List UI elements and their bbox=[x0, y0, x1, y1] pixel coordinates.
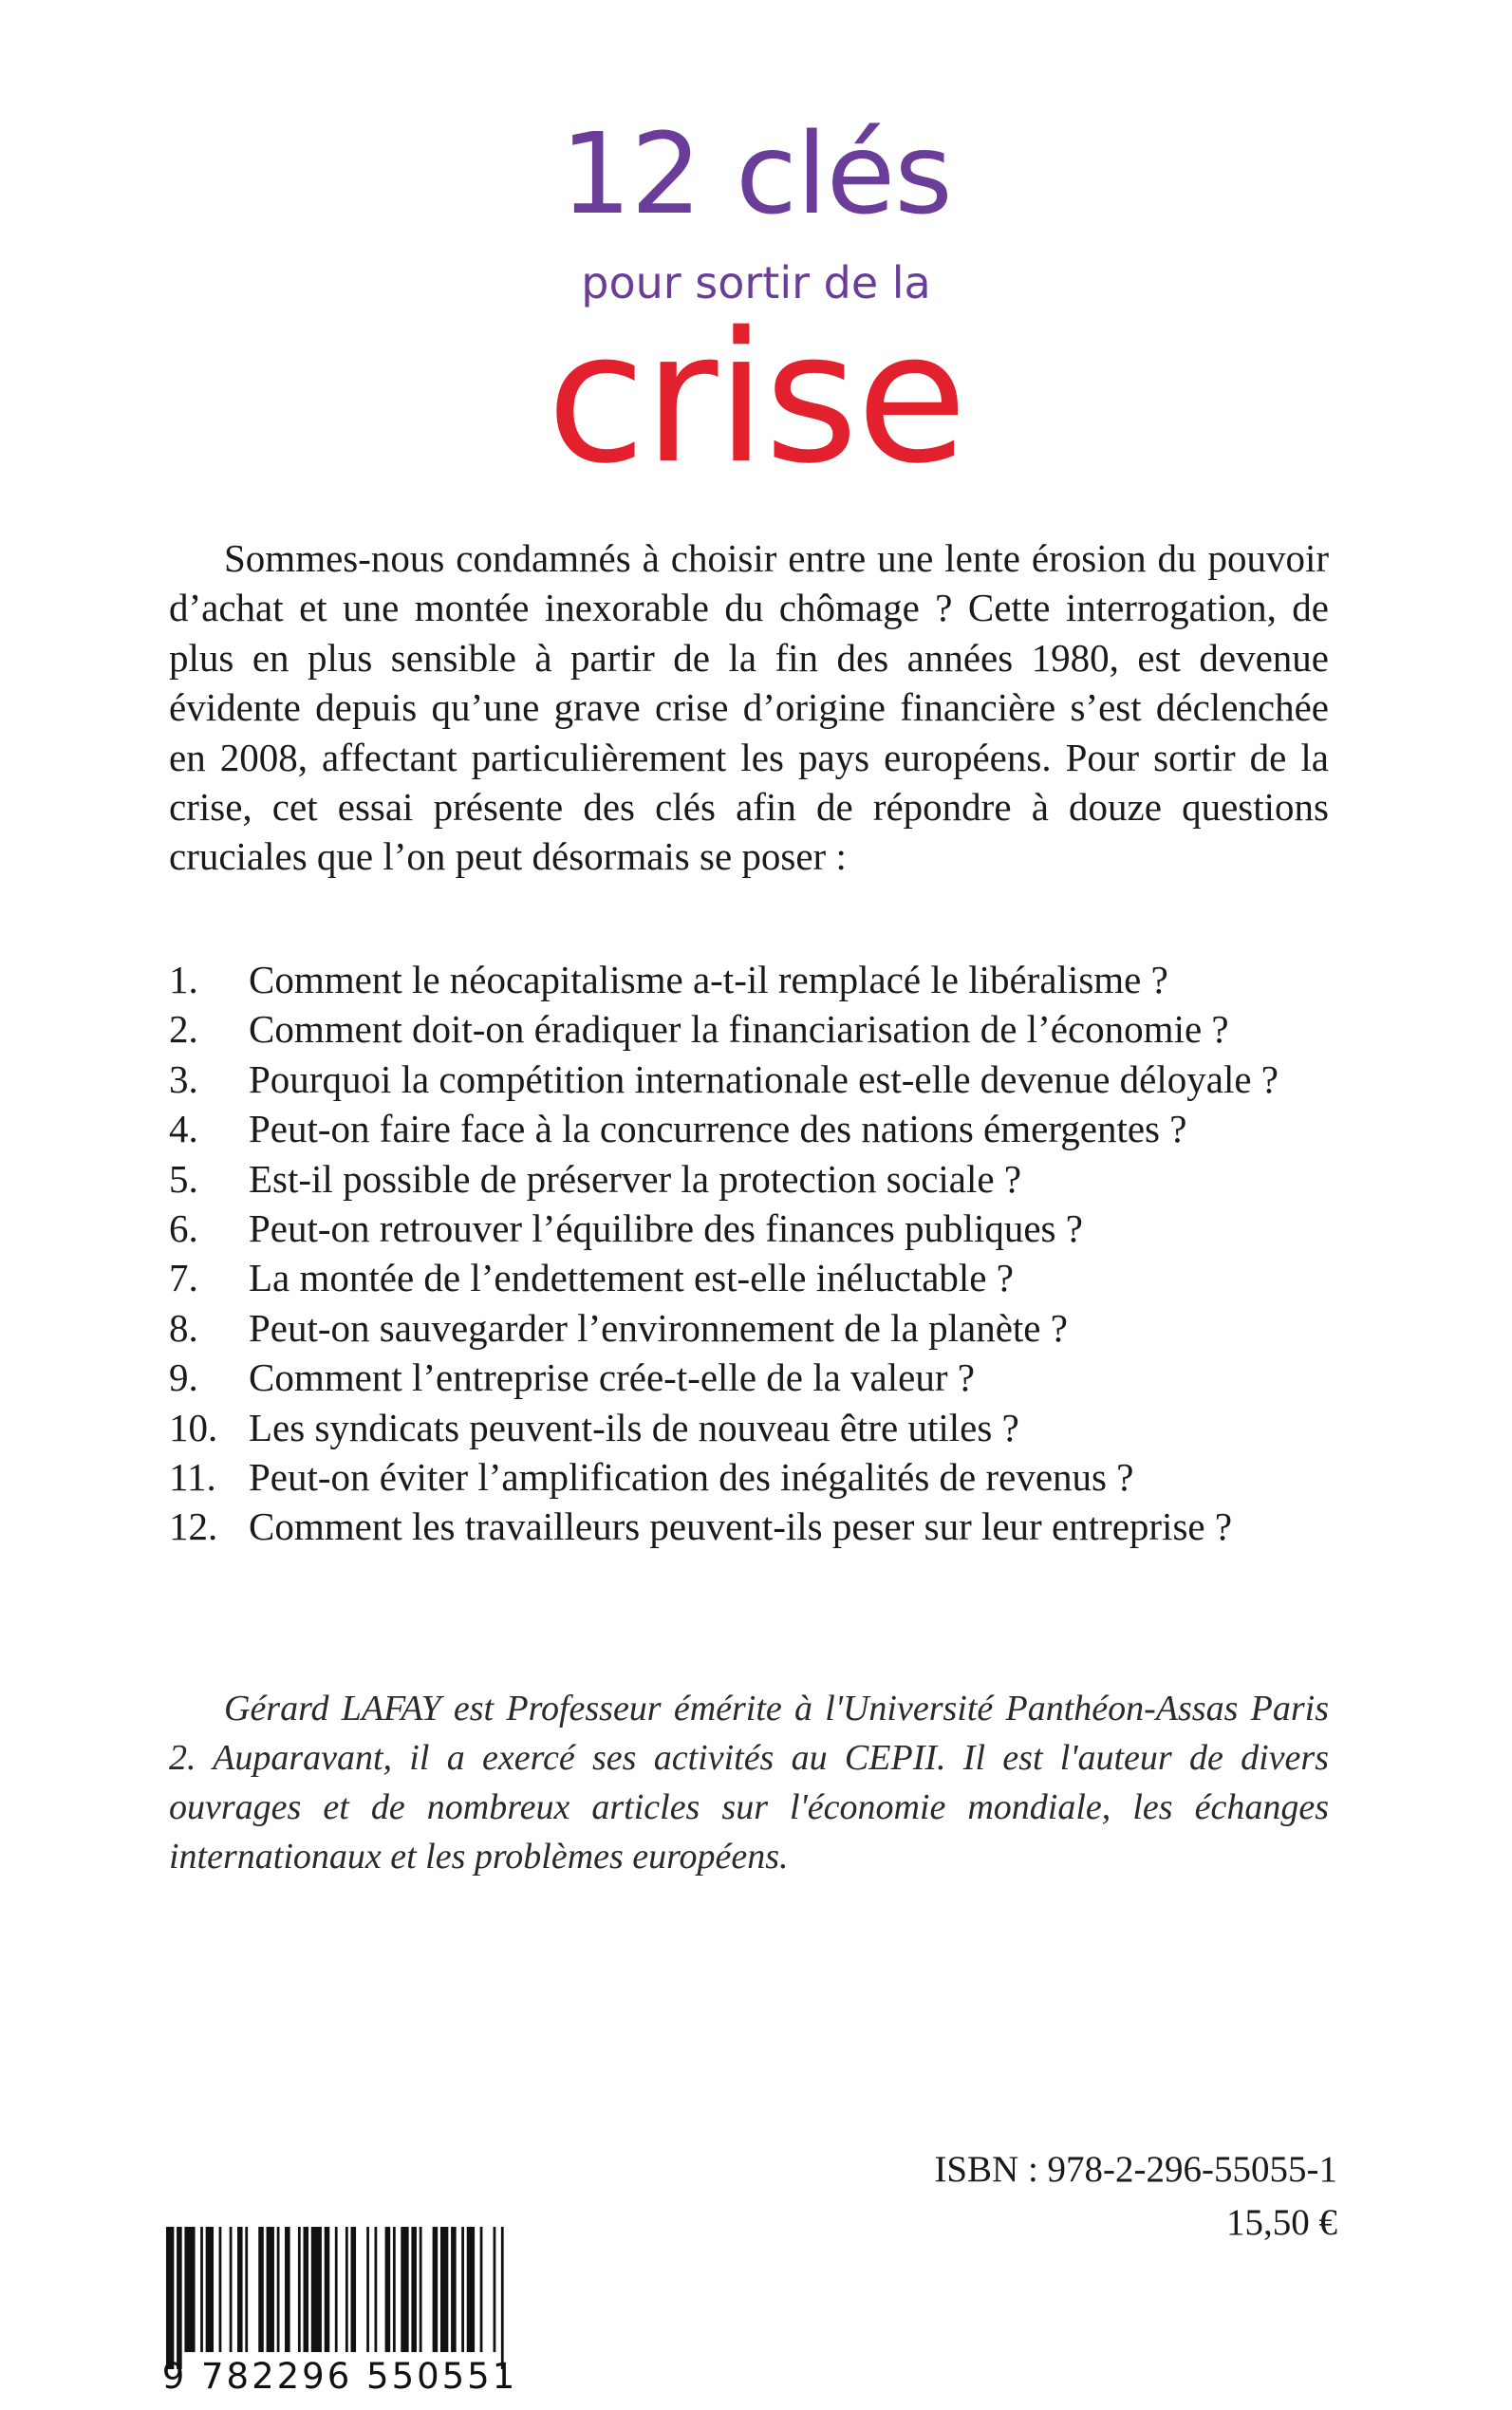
question-number: 10. bbox=[169, 1405, 218, 1449]
question-number: 11. bbox=[169, 1455, 216, 1500]
question-text: Comment le néocapitalisme a-t-il remplacé le libéralisme ? bbox=[249, 958, 1168, 1001]
price: 15,50 € bbox=[1226, 2202, 1337, 2243]
barcode-bar bbox=[184, 2227, 195, 2352]
question-number: 1. bbox=[169, 958, 198, 1001]
barcode-bar bbox=[237, 2227, 243, 2352]
question-item bbox=[169, 955, 1329, 1004]
title-main: 12 clés bbox=[560, 108, 952, 239]
barcode-bar bbox=[451, 2227, 457, 2352]
barcode-bar bbox=[375, 2227, 378, 2352]
barcode-bar bbox=[401, 2227, 408, 2352]
question-number: 4. bbox=[169, 1107, 198, 1151]
barcode-bar bbox=[200, 2227, 203, 2352]
barcode-bar bbox=[393, 2227, 396, 2352]
title-subtitle: pour sortir de la bbox=[581, 257, 931, 308]
question-text: Peut-on retrouver l’équilibre des finances publiques ? bbox=[249, 1206, 1083, 1251]
question-item bbox=[169, 1154, 1329, 1204]
barcode-bar bbox=[206, 2227, 214, 2352]
barcode-bar bbox=[433, 2227, 439, 2352]
question-number: 2. bbox=[169, 1007, 198, 1052]
question-number: 6. bbox=[169, 1206, 198, 1251]
question-item bbox=[169, 1452, 1329, 1502]
barcode-bar bbox=[325, 2227, 330, 2352]
barcode-bar bbox=[385, 2227, 391, 2352]
question-number: 12. bbox=[169, 1504, 218, 1549]
barcode-bar bbox=[245, 2227, 248, 2352]
barcode-bar bbox=[298, 2227, 301, 2352]
question-item bbox=[169, 1502, 1329, 1551]
intro-paragraph: Sommes-nous condamnés à choisir entre une lente érosion du pouvoir d’achat et une montée inexorable du chômage ? Cette interrogation, de plus en plus sensible à partir de la fin des années 1980, est devenue évidente depuis qu’une grave crise d’origine financière s’est déclenchée en 2008, affectant particulièrement les pays européens. Pour sortir de la crise, cet essai présente des clés afin de répondre à douze questions cruciales que l’on peut désormais se poser : bbox=[169, 536, 1329, 879]
question-number: 3. bbox=[169, 1056, 198, 1101]
barcode-bar bbox=[467, 2227, 475, 2352]
question-list bbox=[169, 955, 1329, 1552]
isbn-number: ISBN : 978-2-296-55055-1 bbox=[934, 2149, 1337, 2190]
question-text: Peut-on faire face à la concurrence des nations émergentes ? bbox=[249, 1107, 1187, 1151]
barcode-bar bbox=[277, 2227, 280, 2352]
question-item bbox=[169, 1303, 1329, 1353]
question-item bbox=[169, 1204, 1329, 1253]
question-item bbox=[169, 1353, 1329, 1402]
author-bio: Gérard LAFAY est Professeur émérite à l'Université Panthéon-Assas Paris 2. Auparavant, il a exercé ses activités au CEPII. Il est l'auteur de divers ouvrages et de nombreux articles sur l'économie mondiale, les échanges internationaux et les problèmes européens. bbox=[169, 1689, 1329, 1877]
question-item bbox=[169, 1004, 1329, 1054]
barcode-bar bbox=[366, 2227, 369, 2352]
question-item bbox=[169, 1403, 1329, 1452]
barcode-bar bbox=[303, 2227, 308, 2352]
barcode-bar bbox=[494, 2227, 496, 2352]
barcode-bar bbox=[480, 2227, 483, 2352]
barcode-bar bbox=[461, 2227, 464, 2352]
question-text: Peut-on sauvegarder l’environnement de la planète ? bbox=[249, 1305, 1068, 1350]
barcode-digits: 9 782296 550551 bbox=[161, 2356, 518, 2397]
barcode-bar bbox=[258, 2227, 264, 2352]
barcode-bar bbox=[351, 2227, 357, 2352]
question-text: La montée de l’endettement est-elle inéluctable ? bbox=[249, 1256, 1014, 1300]
question-text: Comment doit-on éradiquer la financiarisation de l’économie ? bbox=[249, 1007, 1229, 1052]
barcode-bar bbox=[420, 2227, 422, 2352]
barcode-bar bbox=[411, 2227, 417, 2352]
barcode-bar bbox=[440, 2227, 448, 2352]
question-text: Comment l’entreprise crée-t-elle de la valeur ? bbox=[249, 1355, 975, 1400]
question-number: 7. bbox=[169, 1256, 198, 1300]
question-text: Peut-on éviter l’amplification des inégalités de revenus ? bbox=[249, 1455, 1134, 1500]
barcode-bar bbox=[335, 2227, 338, 2352]
question-number: 5. bbox=[169, 1156, 198, 1201]
question-text: Pourquoi la compétition internationale est-elle devenue déloyale ? bbox=[249, 1056, 1279, 1101]
title-highlight: crise bbox=[546, 293, 966, 503]
barcode-bar bbox=[219, 2227, 222, 2352]
barcode-bar bbox=[285, 2227, 290, 2352]
question-item bbox=[169, 1055, 1329, 1104]
barcode-bar bbox=[267, 2227, 274, 2352]
barcode-bar bbox=[177, 2227, 182, 2369]
barcode-bar bbox=[166, 2227, 174, 2369]
question-text: Les syndicats peuvent-ils de nouveau être utiles ? bbox=[249, 1405, 1019, 1449]
barcode-bar bbox=[311, 2227, 322, 2352]
question-number: 8. bbox=[169, 1305, 198, 1350]
question-text: Comment les travailleurs peuvent-ils peser sur leur entreprise ? bbox=[249, 1504, 1233, 1549]
barcode-bar bbox=[501, 2227, 504, 2369]
question-text: Est-il possible de préserver la protection sociale ? bbox=[249, 1156, 1022, 1201]
question-item bbox=[169, 1253, 1329, 1302]
question-item bbox=[169, 1104, 1329, 1153]
barcode-bar bbox=[230, 2227, 233, 2352]
barcode-bar bbox=[345, 2227, 348, 2352]
question-number: 9. bbox=[169, 1355, 198, 1400]
